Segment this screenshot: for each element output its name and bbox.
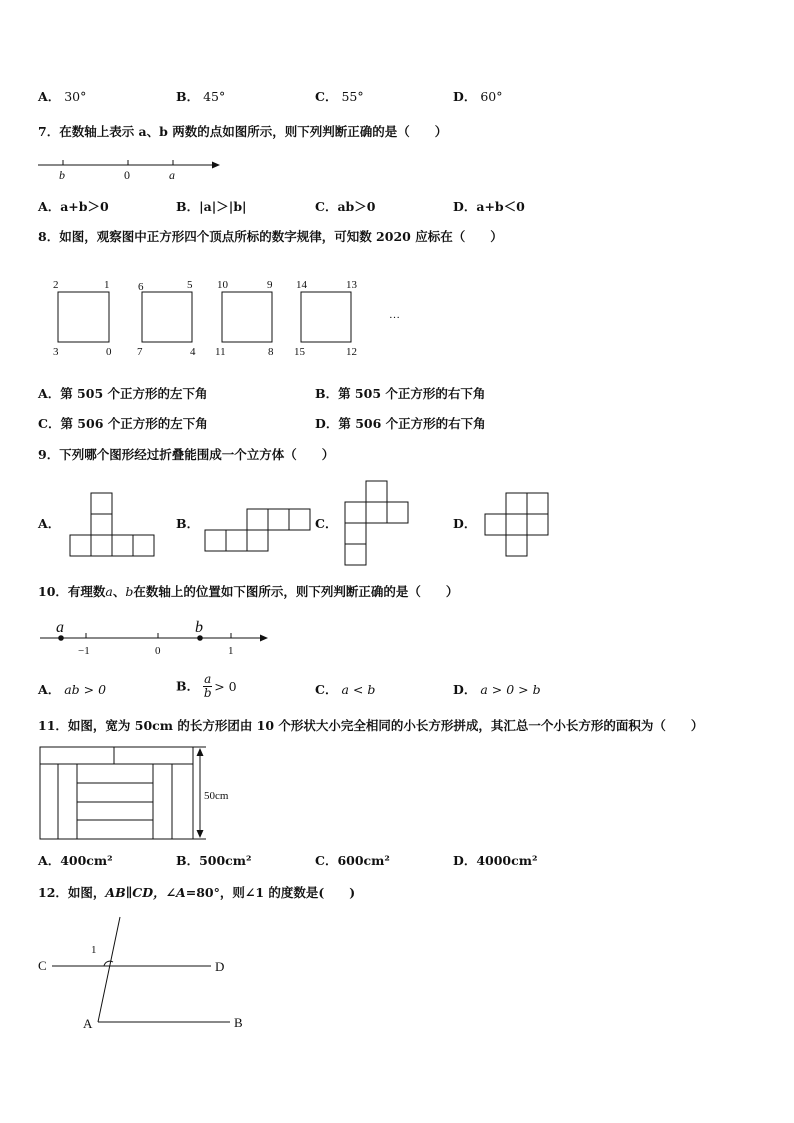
q7-option-a: A．a+b＞0 bbox=[38, 199, 109, 214]
q9-option-a-letter: A． bbox=[38, 516, 61, 531]
q10-option-b: B． $\frac{a}{b}$ > 0 bbox=[176, 672, 237, 700]
q11-dim-label: 50cm bbox=[204, 790, 229, 802]
q8-ellipsis: … bbox=[389, 309, 400, 321]
q10-label-0: 0 bbox=[155, 645, 161, 657]
q8-square-3-bl: 11 bbox=[215, 346, 226, 358]
q8-square-4-tr: 13 bbox=[346, 279, 357, 291]
q7-option-d: D．a+b＜0 bbox=[453, 199, 525, 214]
q7-option-c: C．ab＞0 bbox=[315, 199, 376, 214]
q12-label-c: C bbox=[38, 958, 47, 973]
q8-option-d: D．第 506 个正方形的右下角 bbox=[315, 416, 486, 431]
q8-stem: 8．如图，观察图中正方形四个顶点所标的数字规律，可知数 2020 应标在（ ） bbox=[38, 229, 503, 244]
q8-square-4-bl: 15 bbox=[294, 346, 305, 358]
q7-label-a: a bbox=[169, 168, 175, 182]
q6-option-b: B． 45° bbox=[176, 89, 226, 104]
q10-label-b: b bbox=[195, 619, 203, 636]
q9-stem: 9．下列哪个图形经过折叠能围成一个立方体（ ） bbox=[38, 447, 335, 462]
q8-square-2-tl: 6 bbox=[138, 281, 144, 293]
q10-label-1: 1 bbox=[228, 645, 234, 657]
q6-option-c: C． 55° bbox=[315, 89, 364, 104]
q7-option-b: B．|a|＞|b| bbox=[176, 199, 247, 214]
q12-label-a: A bbox=[83, 1016, 93, 1031]
q8-option-b: B．第 505 个正方形的右下角 bbox=[315, 386, 486, 401]
q10-label-neg1: −1 bbox=[78, 645, 90, 657]
q8-square-3-tr: 9 bbox=[267, 279, 273, 291]
q6-option-a: A． 30° bbox=[38, 89, 87, 104]
q7-label-0: 0 bbox=[124, 168, 130, 182]
q10-option-b-fraction: $\frac{a}{b}$ bbox=[203, 672, 212, 700]
q10-stem: 10．有理数a、b在数轴上的位置如下图所示，则下列判断正确的是（ ） bbox=[38, 584, 459, 599]
q6-option-d: D． 60° bbox=[453, 89, 503, 104]
q11-option-b: B．500cm² bbox=[176, 853, 252, 868]
q10-option-a: A． ab > 0 bbox=[38, 682, 107, 697]
q7-label-b: b bbox=[59, 168, 65, 182]
q8-option-c: C．第 506 个正方形的左下角 bbox=[38, 416, 208, 431]
q9-option-b-letter: B． bbox=[176, 516, 200, 531]
q11-stem: 11．如图，宽为 50cm 的长方形团由 10 个形状大小完全相同的小长方形拼成，其汇总一个小长方形的面积为（ ） bbox=[38, 718, 704, 733]
q10-option-d: D． a > 0 > b bbox=[453, 682, 541, 697]
q8-square-4-tl: 14 bbox=[296, 279, 307, 291]
q8-square-2-tr: 5 bbox=[187, 279, 193, 291]
q12-label-b: B bbox=[234, 1015, 243, 1030]
q8-square-1-bl: 3 bbox=[53, 346, 59, 358]
q12-label-d: D bbox=[215, 959, 225, 974]
q12-angle-1-arc bbox=[104, 961, 113, 966]
q8-square-2-bl: 7 bbox=[137, 346, 143, 358]
q8-square-1-tl: 2 bbox=[53, 279, 59, 291]
q8-square-2-br: 4 bbox=[190, 346, 196, 358]
q8-option-a: A．第 505 个正方形的左下角 bbox=[38, 386, 208, 401]
q8-square-3-br: 8 bbox=[268, 346, 274, 358]
q12-stem: 12．如图，AB∥CD，∠A=80°，则∠1 的度数是( ) bbox=[38, 885, 356, 900]
q8-square-4-br: 12 bbox=[346, 346, 357, 358]
q12-transversal bbox=[98, 917, 120, 1022]
q12-label-1: 1 bbox=[91, 944, 97, 956]
q9-option-d-letter: D． bbox=[453, 516, 477, 531]
q11-option-a: A．400cm² bbox=[38, 853, 113, 868]
q8-square-1-br: 0 bbox=[106, 346, 112, 358]
q8-square-3-tl: 10 bbox=[217, 279, 228, 291]
q10-label-a: a bbox=[56, 619, 64, 636]
q7-stem: 7．在数轴上表示 a、b 两数的点如图所示，则下列判断正确的是（ ） bbox=[38, 124, 448, 139]
q10-option-c: C． a < b bbox=[315, 682, 376, 697]
q8-square-1-tr: 1 bbox=[104, 279, 110, 291]
q11-option-d: D．4000cm² bbox=[453, 853, 538, 868]
q9-option-c-letter: C． bbox=[315, 516, 338, 531]
q11-option-c: C．600cm² bbox=[315, 853, 390, 868]
